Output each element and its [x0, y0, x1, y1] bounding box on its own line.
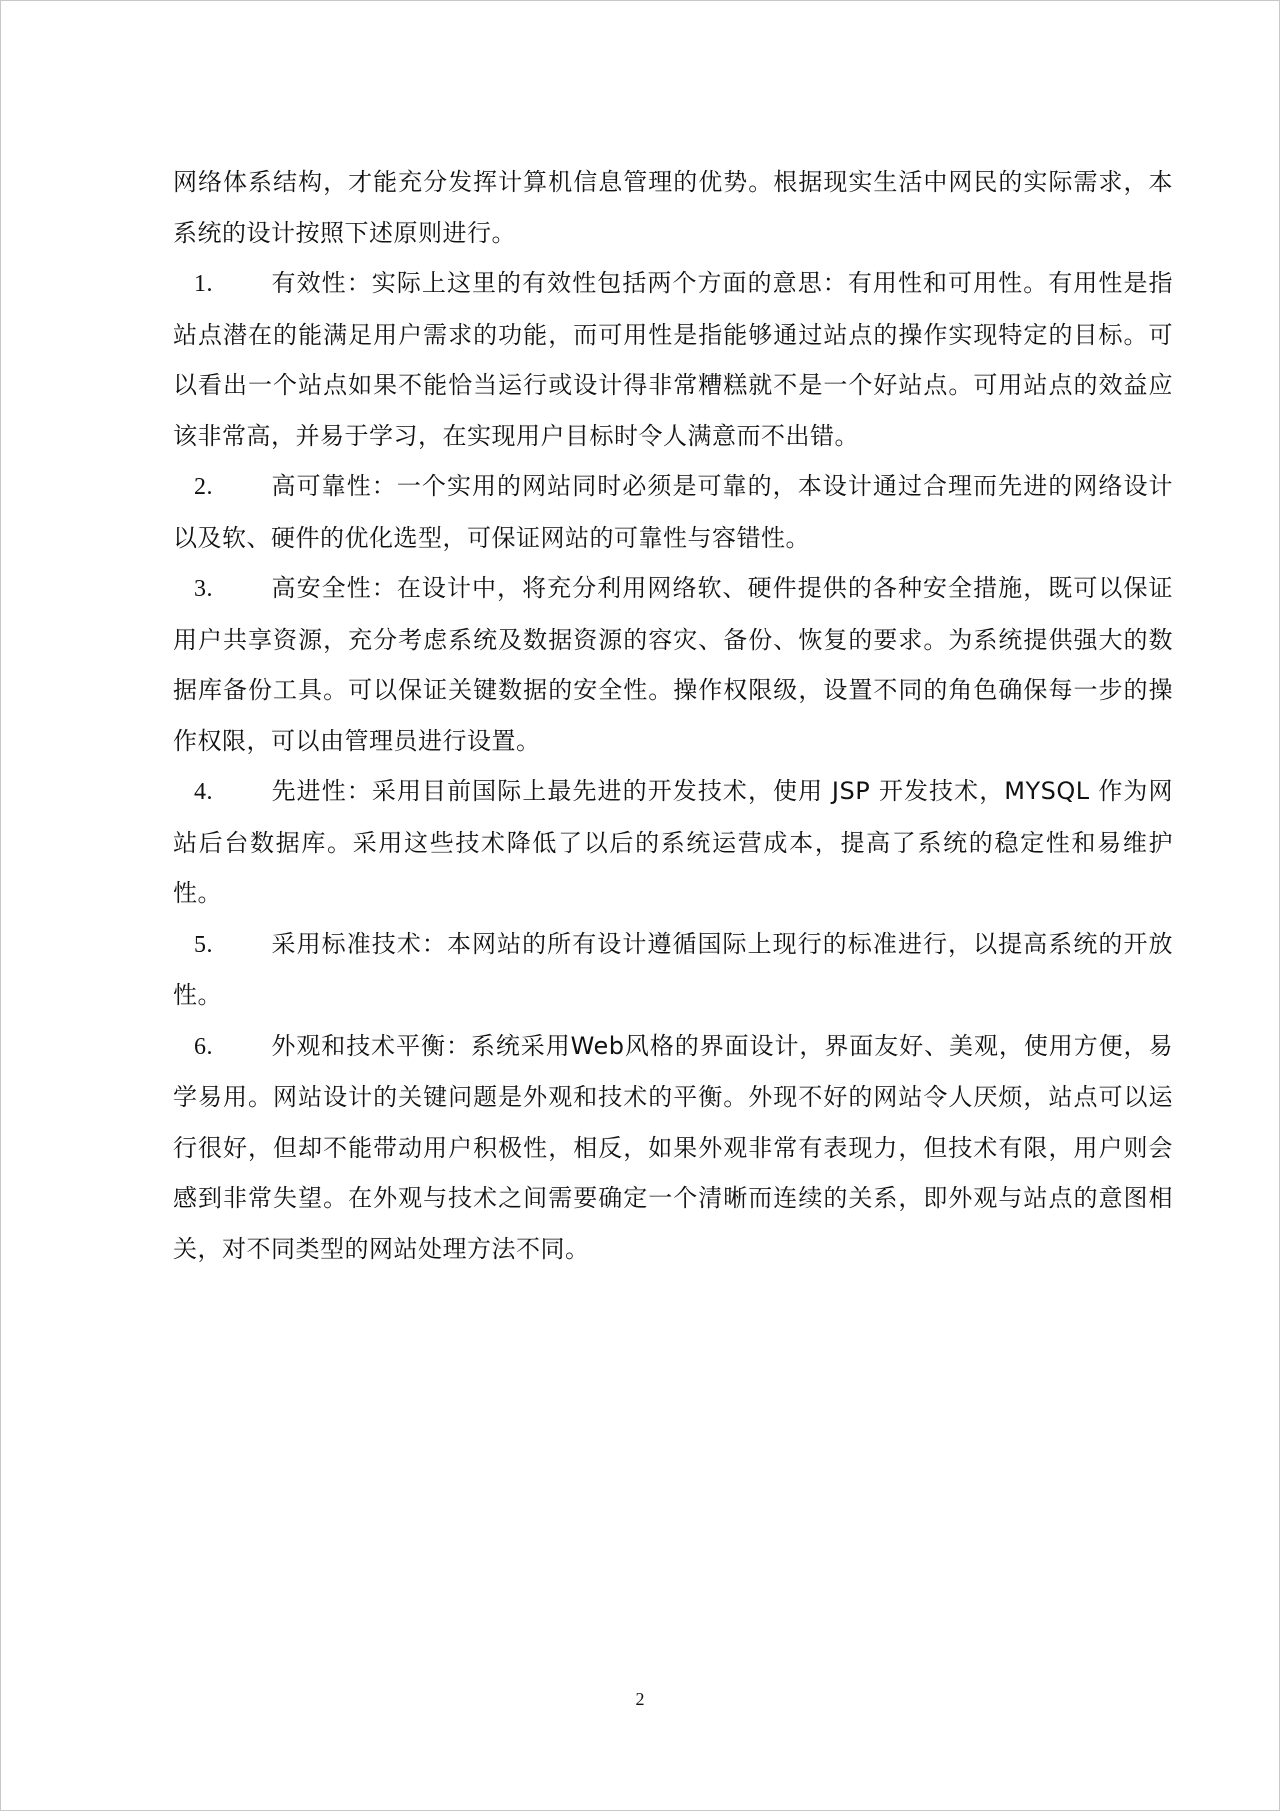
item-number: 5.: [194, 931, 213, 958]
principle-item-4: [173, 766, 1173, 919]
item-text: 高可靠性：一个实用的网站同时必须是可靠的，本设计通过合理而先进的网络设计以及软、硬件的优化选型，可保证网站的可靠性与容错性。: [173, 472, 1173, 552]
principle-item-5: [173, 919, 1173, 1021]
item-text: 采用标准技术：本网站的所有设计遵循国际上现行的标准进行，以提高系统的开放性。: [173, 929, 1173, 1009]
item-number: 6.: [194, 1033, 213, 1060]
item-number: 2.: [194, 474, 213, 500]
page-number: 2: [635, 1689, 645, 1709]
principle-item-1: [173, 258, 1173, 461]
principle-item-3: [173, 563, 1173, 766]
item-number: 1.: [194, 271, 213, 297]
item-number: 3.: [194, 576, 213, 602]
item-number: 4.: [194, 779, 213, 805]
intro-paragraph: 网络体系结构，才能充分发挥计算机信息管理的优势。根据现实生活中网民的实际需求，本系统的设计按照下述原则进行。: [173, 168, 1173, 247]
item-text: 先进性：采用目前国际上最先进的开发技术，使用 JSP 开发技术，MYSQL 作为网站后台数据库。采用这些技术降低了以后的系统运营成本，提高了系统的稳定性和易维护性。: [173, 777, 1173, 907]
page-body: [173, 157, 1173, 1274]
item-text: 外观和技术平衡：系统采用Web风格的界面设计，界面友好、美观，使用方便，易学易用。网站设计的关键问题是外观和技术的平衡。外现不好的网站令人厌烦，站点可以运行很好，但却不能带动用户积极性，相反，如果外观非常有表现力，但技术有限，用户则会感到非常失望。在外观与技术之间需要确定一个清晰而连续的关系，即外观与站点的意图相关，对不同类型的网站处理方法不同。: [173, 1031, 1173, 1263]
item-text: 高安全性：在设计中，将充分利用网络软、硬件提供的各种安全措施，既可以保证用户共享资源，充分考虑系统及数据资源的容灾、备份、恢复的要求。为系统提供强大的数据库备份工具。可以保证关键数据的安全性。操作权限级，设置不同的角色确保每一步的操作权限，可以由管理员进行设置。: [173, 574, 1173, 755]
principle-item-6: [173, 1021, 1173, 1275]
item-text: 有效性：实际上这里的有效性包括两个方面的意思：有用性和可用性。有用性是指站点潜在的能满足用户需求的功能，而可用性是指能够通过站点的操作实现特定的目标。可以看出一个站点如果不能恰当运行或设计得非常糟糕就不是一个好站点。可用站点的效益应该非常高，并易于学习，在实现用户目标时令人满意而不出错。: [173, 269, 1173, 450]
principle-item-2: [173, 461, 1173, 563]
